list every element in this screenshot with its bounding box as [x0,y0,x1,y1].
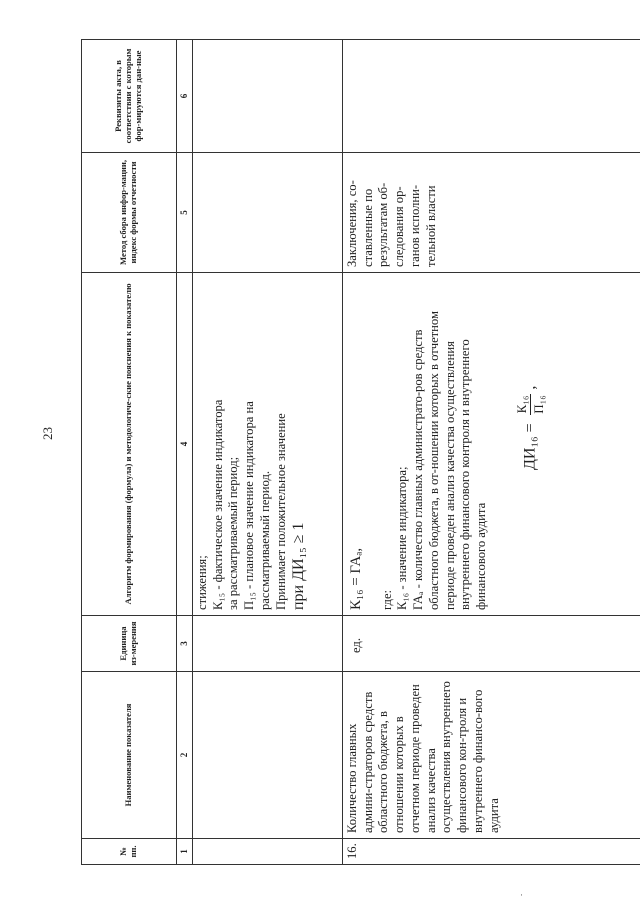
header-row [82,40,177,865]
row16-method: Заключения, со-ставленные по результатам об-следования ор-ганов исполни-тельной власти [343,153,640,273]
column-number: 4 [177,273,193,616]
header-col-number: № пп. [82,839,177,865]
row15-condition: при ДИ₁₅ ≥ 1 [290,522,308,610]
column-number-row [177,40,193,865]
row15-line: К₁₅ - фактическое значение индикатора [210,399,225,610]
column-number: 3 [177,616,193,672]
header-col-method: Метод сбора инфор-мации, индекс формы отчетности [82,153,177,273]
indicator-table [81,39,640,865]
column-number: 2 [177,672,193,839]
row16-k-definition: К₁₆ - значение индикатора; [395,466,410,610]
header-col-formula: Алгоритм формирования (формула) и методологиче-ские пояснения к показателю [82,273,177,616]
column-number: 5 [177,153,193,273]
page-number: 23 [40,427,55,440]
row15-line: за рассматриваемый период; [226,456,241,610]
row16-number: 16. [343,839,640,865]
row16-formula-cell [343,273,640,616]
table-row-16 [343,40,640,865]
scan-mark: · [520,890,523,900]
column-number: 1 [177,839,193,865]
fraction-denominator: П₁₆ [531,395,547,414]
row15-line: стижения; [195,555,209,610]
row16-indicator-name: Количество главных админи-страторов средств областного бюджета, в отношении которых в отчетном периоде проведен анализ качества осуществления внутреннего финансового кон-троля и внутреннего финансо-вого аудита [343,672,640,839]
row15-formula-cell [193,273,343,616]
row16-formula-k: К₁₆ = ГАₐ, [348,547,364,610]
header-col-act: Реквизиты акта, в соответствии с которым фор-мируются дан-ные [82,40,177,153]
row16-unit: ед. [343,616,640,672]
document-sheet [81,40,640,865]
header-col-name: Наименование показателя [82,672,177,839]
column-number: 6 [177,40,193,153]
row16-where: где: [379,589,394,610]
fraction-numerator: К₁₆ [514,394,531,416]
table-row-15-continued [193,40,343,865]
header-col-unit: Единица из-мерения [82,616,177,672]
formula-fraction [514,394,548,416]
row15-line: рассматриваемый период. [257,470,272,610]
formula-tail: , [521,385,539,390]
row15-line: П₁₅ - плановое значение индикатора на [242,401,257,610]
row15-line: Принимает положительное значение [273,413,288,610]
row16-ga-definition: ГАₐ - количество главных администрато-ров средств областного бюджета, в от-ношении которых в отчетном периоде проведен анализ качества осуществления внутреннего финансового контроля и внутреннего финансового аудита [411,311,489,610]
formula-lhs: ДИ₁₆ = [521,423,539,470]
row16-formula-di [514,278,548,610]
